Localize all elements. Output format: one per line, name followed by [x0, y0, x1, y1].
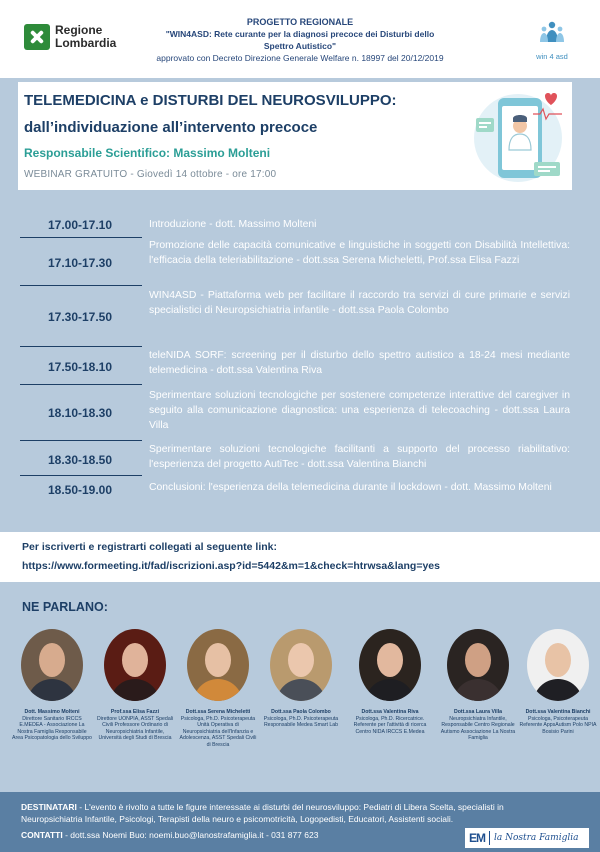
la-nostra-famiglia-logo: [465, 828, 589, 848]
schedule-divider: [20, 346, 142, 347]
recipients-body: - L'evento è rivolto a tutte le figure interessate ai disturbi del neurosviluppo: Pediatri di Libera Scelta, specialisti in Neuropsichiatria Infantile, Psicologi, Terapisti della neuro e psicomotricità, Logopedisti, Educatori, Assistenti sociali.: [21, 802, 504, 824]
speaker-role: Direttore Sanitario IRCCS E.MEDEA - Associazione La Nostra Famiglia Responsabile Area Psicopatologia dello Sviluppo: [12, 715, 92, 741]
speaker-name: Prof.ssa Elisa Fazzi: [110, 709, 160, 715]
lnf-mark: EM: [469, 831, 485, 845]
scientific-responsible: Responsabile Scientifico: Massimo Molteni: [24, 146, 271, 160]
speaker-card: [350, 629, 430, 735]
project-approval: approvato con Decreto Direzione Generale Welfare n. 18997 del 20/12/2019: [156, 53, 444, 63]
speaker-card: [95, 629, 175, 742]
win4asd-figures-icon: [539, 20, 565, 44]
speaker-name: Dott.ssa Valentina Riva: [361, 709, 419, 715]
speaker-photo: [270, 629, 332, 701]
speaker-name: Dott.ssa Valentina Bianchi: [525, 709, 591, 715]
regione-lombardia-name: Regione Lombardia: [55, 23, 117, 50]
schedule-description: WIN4ASD - Piattaforma web per facilitare il raccordo tra servizi di cure primarie e servizi specialistici di Neuropsichiatria infantile - dott.ssa Paola Colombo: [149, 290, 570, 316]
speaker-name: Dott.ssa Paola Colombo: [271, 709, 331, 715]
lnf-divider: [489, 831, 490, 845]
contacts-label: CONTATTI: [21, 830, 63, 840]
schedule-time: 17.00-17.10: [47, 218, 113, 232]
webinar-date: WEBINAR GRATUITO - Giovedì 14 ottobre - ore 17:00: [24, 169, 277, 180]
speaker-role: Psicologa, Psicoterapeuta Referente AppsAutism Polo NPIA Bosisio Parini: [519, 715, 597, 735]
speakers-title: NE PARLANO:: [22, 600, 108, 614]
title-banner: [18, 82, 572, 190]
project-info: [150, 16, 450, 64]
win4asd-logo: [524, 20, 580, 61]
telemedicine-doctor-phone-icon: [470, 84, 570, 188]
schedule-description: Promozione delle capacità comunicative e linguistiche in soggetti con Disabilità Intellettiva: l'efficacia della teleriabilitazione - dott.ssa Serena Micheletti, Prof.ssa Elisa Fazzi: [149, 240, 570, 266]
schedule-description: Sperimentare soluzioni tecnologiche facilitanti a supporto del processo riabilitativo: l'esperienza del progetto AutiTec - dott.ssa Valentina Bianchi: [149, 444, 570, 470]
speaker-photo: [187, 629, 249, 701]
schedule-divider: [20, 475, 142, 476]
speaker-role: Psicologa, Ph.D. Psicoterapeuta Unità Operativa di Neuropsichiatria dell'Infanzia e Adolescenza, ASST Spedali Civili di Brescia: [179, 715, 257, 748]
speaker-card: [438, 629, 518, 742]
schedule-description: Introduzione - dott. Massimo Molteni: [149, 219, 317, 230]
schedule-time: 17.10-17.30: [47, 256, 113, 270]
project-name: "WIN4ASD: Rete curante per la diagnosi precoce dei Disturbi dello Spettro Autistico": [165, 29, 435, 51]
registration-label: Per iscriverti e registrarti collegati al seguente link:: [22, 541, 278, 553]
regione-lombardia-cross-icon: [24, 24, 50, 50]
contacts-text: [21, 830, 318, 840]
recipients-text: [21, 801, 541, 825]
speaker-photo: [21, 629, 83, 701]
regione-lombardia-logo: [24, 24, 115, 50]
speaker-role: Direttore UONPIA, ASST Spedali Civili Professore Ordinario di Neuropsichiatria Infantile, Università degli Studi di Brescia: [96, 715, 174, 741]
schedule-time: 18.50-19.00: [47, 483, 113, 497]
speaker-photo: [104, 629, 166, 701]
speaker-role: Psicologa, Ph.D. Ricercatrice. Referente per l'attività di ricerca Centro NIDA IRCCS E.Medea: [353, 715, 427, 735]
speaker-photo: [527, 629, 589, 701]
speaker-card: [12, 629, 92, 742]
project-label: PROGETTO REGIONALE: [246, 17, 354, 27]
registration-link[interactable]: https://www.formeeting.it/fad/iscrizioni.asp?id=5442&m=1&check=htrwsa&lang=yes: [22, 560, 440, 572]
schedule-time: 18.30-18.50: [47, 453, 113, 467]
schedule-time: 18.10-18.30: [47, 406, 113, 420]
lnf-text: la Nostra Famiglia: [494, 833, 579, 843]
schedule-divider: [20, 237, 142, 238]
schedule-description: teleNIDA SORF: screening per il disturbo dello spettro autistico a 18-24 mesi mediante telemedicina - dott.ssa Valentina Riva: [149, 350, 570, 376]
speaker-name: Dott.ssa Serena Micheletti: [185, 709, 251, 715]
page-title: TELEMEDICINA e DISTURBI DEL NEUROSVILUPPO:: [24, 92, 397, 109]
schedule-divider: [20, 440, 142, 441]
speaker-role: Psicologa, Ph.D. Psicoterapeuta Responsabile Medea Smart Lab: [263, 715, 339, 728]
registration-box: [0, 532, 600, 582]
schedule-time: 17.30-17.50: [47, 310, 113, 324]
schedule-description: Sperimentare soluzioni tecnologiche per sostenere competenze interattive del caregiver in seguito alla comunicazione diagnostica: una esperienza di telecoaching - dott.ssa Laura Villa: [149, 390, 570, 431]
speaker-photo: [447, 629, 509, 701]
speaker-card: [518, 629, 598, 735]
page-header: [0, 0, 600, 78]
speaker-name: Dott. Massimo Molteni: [24, 709, 80, 715]
win4asd-logo-text: win 4 asd: [536, 52, 568, 61]
speaker-card: [178, 629, 258, 748]
schedule-divider: [20, 384, 142, 385]
contacts-body[interactable]: - dott.ssa Noemi Buo: noemi.buo@lanostrafamiglia.it - 031 877 623: [62, 830, 319, 840]
page-subtitle: dall’individuazione all’intervento precoce: [24, 119, 318, 136]
schedule-description: Conclusioni: l'esperienza della telemedicina durante il lockdown - dott. Massimo Molteni: [149, 482, 552, 493]
speaker-role: Neuropsichiatra Infantile, Responsabile Centro Regionale Autismo Associazione La Nostra Famiglia: [440, 715, 516, 741]
speaker-card: [261, 629, 341, 729]
schedule-time: 17.50-18.10: [47, 360, 113, 374]
speaker-photo: [359, 629, 421, 701]
recipients-label: DESTINATARI: [21, 802, 77, 812]
schedule-divider: [20, 285, 142, 286]
speaker-name: Dott.ssa Laura Villa: [453, 709, 503, 715]
